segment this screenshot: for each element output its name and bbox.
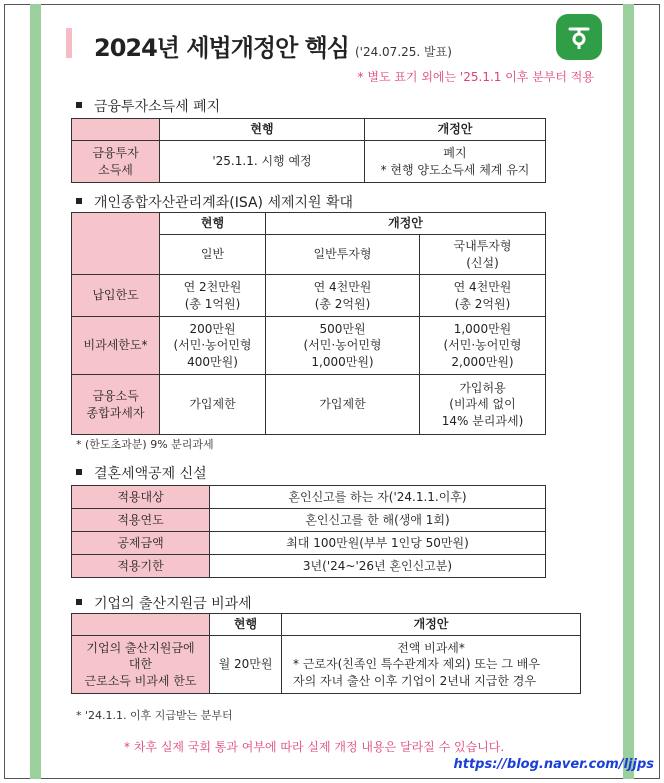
bullet-icon bbox=[76, 102, 82, 108]
table-cell: 가입허용 (비과세 없이 14% 분리과세) bbox=[420, 375, 546, 435]
bullet-icon bbox=[76, 198, 82, 204]
table-cell: 최대 100만원(부부 1인당 50만원) bbox=[210, 532, 546, 555]
table-corner-cell bbox=[72, 614, 210, 636]
row-label-birth-support: 기업의 출산지원금에 대한 근로소득 비과세 한도 bbox=[72, 636, 210, 694]
row-label-year: 적용연도 bbox=[72, 509, 210, 532]
section-heading-isa bbox=[76, 192, 353, 212]
col-header-current: 현행 bbox=[160, 119, 365, 141]
title-accent-bar bbox=[66, 28, 72, 58]
table-cell: 3년('24~'26년 혼인신고분) bbox=[210, 555, 546, 578]
right-accent-rail bbox=[623, 4, 634, 779]
announcement-date: ('24.07.25. 발표) bbox=[354, 45, 452, 59]
section-heading-text: 결혼세액공제 신설 bbox=[94, 466, 207, 482]
table-cell: 1,000만원 (서민·농어민형 2,000만원) bbox=[420, 317, 546, 375]
section-heading-text: 금융투자소득세 폐지 bbox=[94, 99, 221, 115]
page-title bbox=[94, 28, 452, 63]
table-cell: 가입제한 bbox=[266, 375, 420, 435]
row-label-text: 금융투자 소득세 bbox=[92, 146, 139, 177]
effective-date-notice: * 별도 표기 외에는 '25.1.1 이후 분부터 적용 bbox=[357, 70, 594, 84]
col-header-proposal: 개정안 bbox=[266, 213, 546, 235]
proposal-main-text: 전액 비과세* bbox=[397, 641, 465, 656]
table-cell: 200만원 (서민·농어민형 400만원) bbox=[160, 317, 266, 375]
row-label-target: 적용대상 bbox=[72, 486, 210, 509]
isa-table bbox=[71, 212, 546, 435]
proposal-cell bbox=[365, 141, 546, 183]
bullet-icon bbox=[76, 599, 82, 605]
current-cell: 월 20만원 bbox=[210, 636, 282, 694]
table-cell: 혼인신고를 한 해(생애 1회) bbox=[210, 509, 546, 532]
col-header-proposal: 개정안 bbox=[365, 119, 546, 141]
subheader-general-invest: 일반투자형 bbox=[266, 235, 420, 275]
row-label-tax-free-limit: 비과세한도* bbox=[72, 317, 160, 375]
table-corner-cell bbox=[72, 213, 160, 275]
subheader-domestic-note: (신설) bbox=[466, 255, 499, 270]
hana-bank-logo-icon bbox=[556, 14, 602, 60]
blog-url-watermark: https://blog.naver.com/ljjps bbox=[453, 757, 654, 772]
birth-support-table bbox=[71, 613, 581, 694]
isa-footnote: * (한도초과분) 9% 분리과세 bbox=[76, 438, 214, 451]
proposal-main-text: 폐지 bbox=[443, 146, 467, 161]
proposal-note-text: * 현행 양도소득세 체계 유지 bbox=[380, 162, 530, 177]
subheader-general: 일반 bbox=[160, 235, 266, 275]
col-header-current: 현행 bbox=[210, 614, 282, 636]
table-cell: 연 2천만원 (총 1억원) bbox=[160, 275, 266, 317]
section-heading-text: 기업의 출산지원금 비과세 bbox=[94, 596, 252, 612]
section-heading-text: 개인종합자산관리계좌(ISA) 세제지원 확대 bbox=[94, 195, 354, 211]
subheader-domestic-title: 국내투자형 bbox=[453, 239, 512, 254]
table-cell: 가입제한 bbox=[160, 375, 266, 435]
col-header-current: 현행 bbox=[160, 213, 266, 235]
bullet-icon bbox=[76, 469, 82, 475]
row-label-contribution-limit: 납입한도 bbox=[72, 275, 160, 317]
row-label-period: 적용기한 bbox=[72, 555, 210, 578]
section-heading-birth-support bbox=[76, 593, 252, 613]
table-cell: 500만원 (서민·농어민형 1,000만원) bbox=[266, 317, 420, 375]
row-label-comprehensive-taxpayer: 금융소득 종합과세자 bbox=[72, 375, 160, 435]
proposal-cell bbox=[282, 636, 581, 694]
table-cell: 혼인신고를 하는 자('24.1.1.이후) bbox=[210, 486, 546, 509]
subheader-domestic-invest bbox=[420, 235, 546, 275]
investment-tax-table bbox=[71, 118, 546, 183]
table-cell: 연 4천만원 (총 2억원) bbox=[420, 275, 546, 317]
title-text: 2024년 세법개정안 핵심 bbox=[94, 34, 349, 62]
row-label-amount: 공제금액 bbox=[72, 532, 210, 555]
marriage-credit-table bbox=[71, 485, 546, 578]
section-heading-marriage-credit bbox=[76, 463, 207, 483]
disclaimer: * 차후 실제 국회 통과 여부에 따라 실제 개정 내용은 달라질 수 있습니다. bbox=[124, 740, 505, 754]
table-corner-cell bbox=[72, 119, 160, 141]
left-accent-rail bbox=[30, 4, 41, 779]
current-cell: '25.1.1. 시행 예정 bbox=[160, 141, 365, 183]
table-cell: 연 4천만원 (총 2억원) bbox=[266, 275, 420, 317]
row-label-investment-tax bbox=[72, 141, 160, 183]
birth-support-footnote: * '24.1.1. 이후 지급받는 분부터 bbox=[76, 709, 233, 722]
section-heading-investment-tax bbox=[76, 96, 220, 116]
proposal-note-text: * 근로자(친족인 특수관계자 제외) 또는 그 배우 자의 자녀 출산 이후 기업이 2년내 지급한 경우 bbox=[293, 657, 540, 688]
col-header-proposal: 개정안 bbox=[282, 614, 581, 636]
